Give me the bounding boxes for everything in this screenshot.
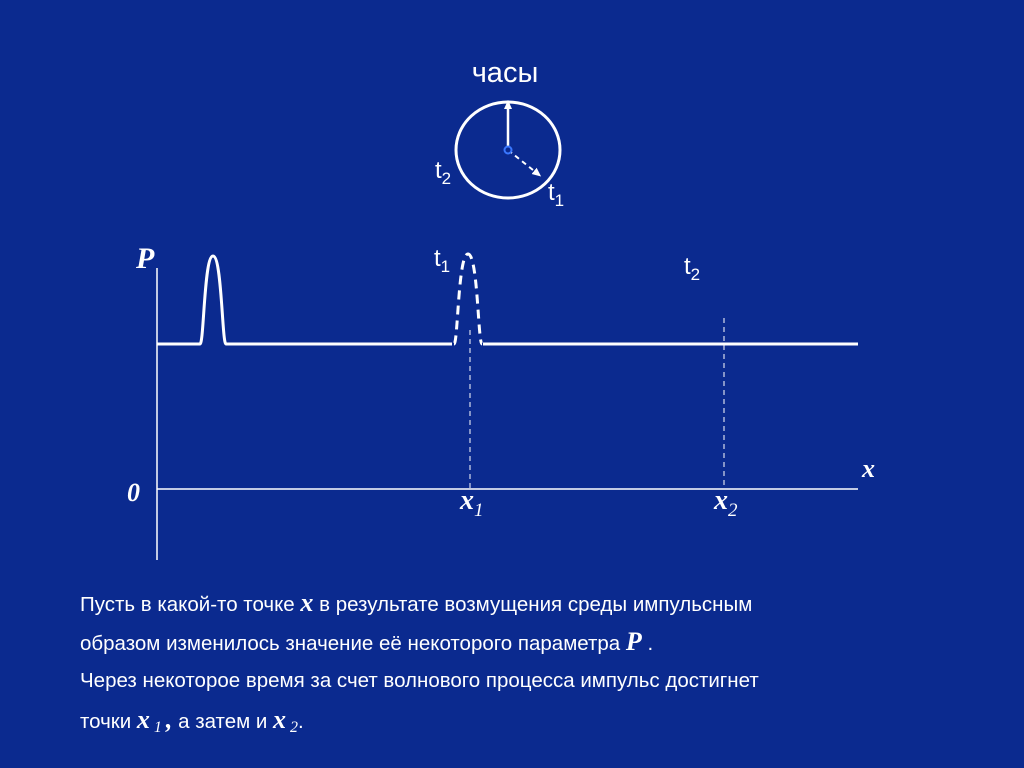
graph-label-x2: $x_2$ xyxy=(714,485,738,521)
text-segment: в результате возмущения среды импульсным xyxy=(313,593,753,616)
comma: , xyxy=(165,705,173,734)
text-segment: . xyxy=(641,632,654,655)
explanation-text xyxy=(80,583,980,739)
pulse-initial xyxy=(157,256,452,344)
graph-label-x1: $x_1$ xyxy=(460,485,484,521)
var-x: x xyxy=(300,588,314,617)
text-segment: а затем и xyxy=(172,710,274,733)
text-line-2 xyxy=(80,622,980,661)
clock-center xyxy=(505,147,512,154)
text-line-1 xyxy=(80,583,980,622)
var-x1: x xyxy=(136,705,150,734)
subscript-2: 2 xyxy=(286,719,299,736)
text-segment: Через некоторое время за счет волнового процесса импульс достигнет xyxy=(80,669,759,692)
clock-label-t2: $t_2$ xyxy=(435,157,452,188)
pulse-t1-dashed xyxy=(454,254,482,344)
x-axis-label: x xyxy=(862,454,875,483)
subscript-1: 1 xyxy=(149,719,166,736)
text-line-3 xyxy=(80,661,980,700)
text-line-4 xyxy=(80,700,980,739)
y-axis-label: P xyxy=(136,242,155,275)
pulse-graph xyxy=(127,242,875,560)
graph-label-t1: $t_1$ xyxy=(434,245,451,276)
graph-label-t2: $t_2$ xyxy=(684,253,701,284)
text-segment: точки xyxy=(80,710,137,733)
var-p: P xyxy=(625,627,642,656)
text-segment: Пусть в какой-то точке xyxy=(80,593,301,616)
text-segment: образом изменилось значение её некоторого параметра xyxy=(80,632,626,655)
period: . xyxy=(298,710,304,733)
var-x2: x xyxy=(273,705,287,734)
clock-label-t1: $t_1$ xyxy=(548,179,565,210)
clock-title: часы xyxy=(471,57,539,89)
origin-label: 0 xyxy=(127,478,140,507)
clock-diagram xyxy=(435,57,564,210)
clock-hand-t1 xyxy=(508,150,538,174)
